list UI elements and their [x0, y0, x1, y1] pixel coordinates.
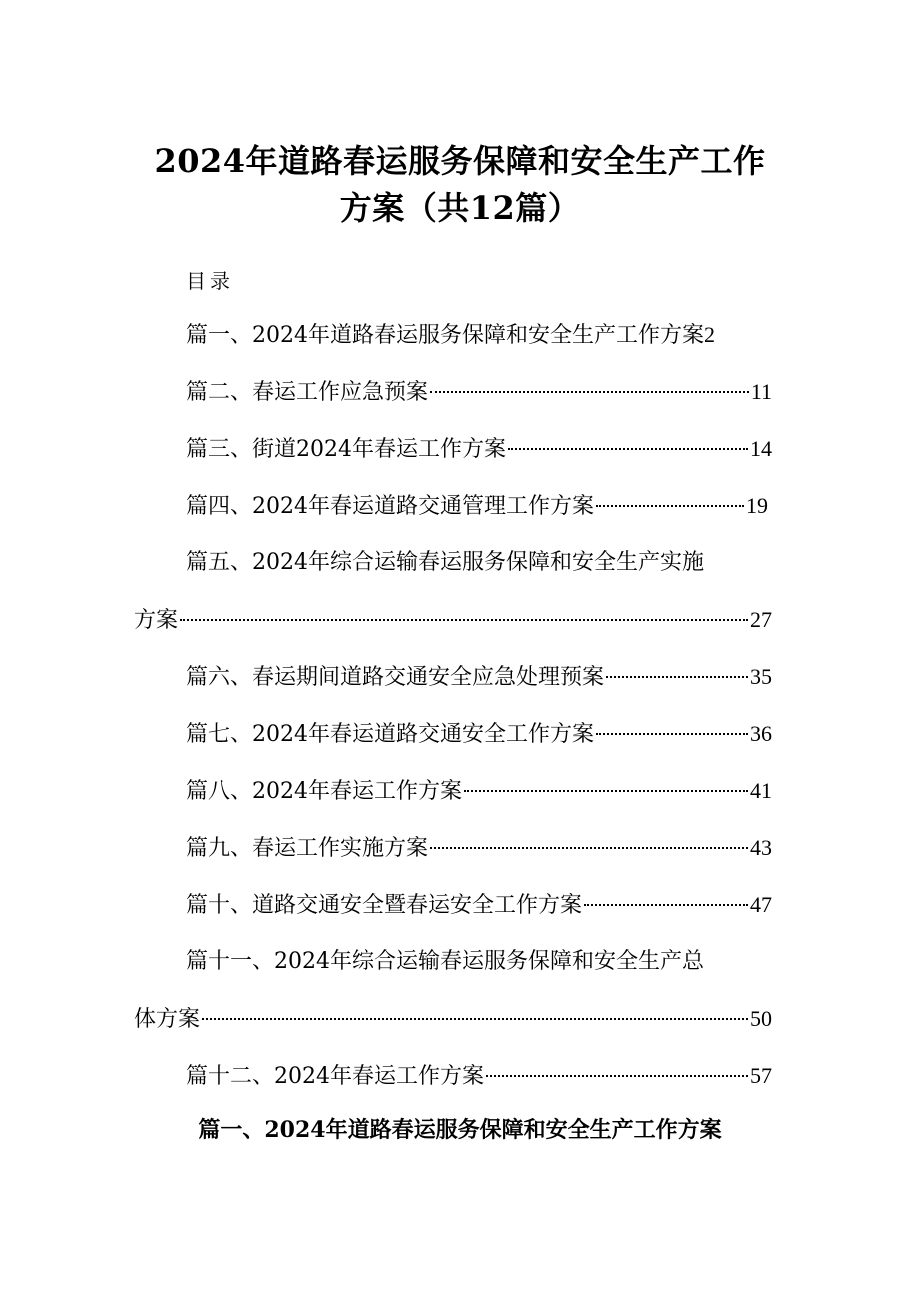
toc-leader-dots: [606, 676, 748, 678]
toc-entry-page: 43: [750, 835, 772, 860]
toc-leader-dots: [584, 904, 748, 906]
toc-entry-title: 篇十一、2024年综合运输春运服务保障和安全生产总: [186, 949, 704, 974]
toc-entry[interactable]: [186, 888, 772, 922]
toc-entry-page: 47: [750, 892, 772, 917]
toc-entry-continuation[interactable]: [134, 1002, 772, 1036]
toc-leader-dots: [430, 391, 749, 393]
toc-entry-title: 篇八、2024年春运工作方案: [186, 779, 462, 804]
toc-entry-page: 57: [750, 1063, 772, 1088]
toc-heading: 目录: [186, 269, 234, 293]
toc-entry-page: 41: [750, 778, 772, 803]
toc-entry[interactable]: [186, 945, 746, 979]
toc-entry-title: 篇十、道路交通安全暨春运安全工作方案: [186, 893, 583, 918]
toc-entry[interactable]: [186, 489, 768, 523]
toc-entry[interactable]: [186, 1059, 772, 1093]
toc-entry-page: 14: [750, 436, 772, 461]
toc-entry-title: 篇六、春运期间道路交通安全应急处理预案: [186, 665, 605, 690]
toc-entry[interactable]: [186, 375, 772, 409]
toc-entry-title: 篇二、春运工作应急预案: [186, 380, 429, 405]
toc-entry-page: 19: [746, 493, 768, 518]
toc-entry-page: 50: [750, 1006, 772, 1031]
toc-entry-page: 35: [750, 664, 772, 689]
section-heading: 篇一、2024年道路春运服务保障和安全生产工作方案: [198, 1117, 722, 1143]
toc-entry-title: 篇七、2024年春运道路交通安全工作方案: [186, 722, 594, 747]
toc-entry-title: 篇一、2024年道路春运服务保障和安全生产工作方案: [186, 323, 704, 348]
toc-leader-dots: [486, 1075, 748, 1077]
document-title-line2: 方案（共12篇）: [339, 189, 581, 227]
toc-leader-dots: [430, 847, 748, 849]
toc-entry-page: 2: [704, 322, 715, 347]
document-title-line1: 2024年道路春运服务保障和安全生产工作: [154, 142, 766, 180]
toc-entry-page: 11: [750, 379, 772, 404]
toc-entry-page: 36: [750, 721, 772, 746]
toc-entry-title: 篇三、街道2024年春运工作方案: [186, 437, 506, 462]
toc-leader-dots: [180, 619, 748, 621]
toc-entry[interactable]: [186, 432, 772, 466]
toc-entry-continuation[interactable]: [134, 603, 772, 637]
toc-leader-dots: [596, 505, 744, 507]
toc-leader-dots: [596, 733, 748, 735]
toc-entry-title: 篇十二、2024年春运工作方案: [186, 1064, 484, 1089]
toc-entry-title-cont: 体方案: [134, 1007, 201, 1032]
toc-entry-title: 篇五、2024年综合运输春运服务保障和安全生产实施: [186, 550, 704, 575]
toc-entry[interactable]: [186, 546, 746, 580]
toc-leader-dots: [202, 1018, 748, 1020]
toc-entry-title-cont: 方案: [134, 608, 179, 633]
toc-entry[interactable]: [186, 660, 772, 694]
toc-entry-title: 篇四、2024年春运道路交通管理工作方案: [186, 494, 594, 519]
toc-entry[interactable]: [186, 717, 772, 751]
toc-entry-title: 篇九、春运工作实施方案: [186, 836, 429, 861]
toc-leader-dots: [508, 448, 748, 450]
toc-entry[interactable]: [186, 774, 772, 808]
toc-entry-page: 27: [750, 607, 772, 632]
toc-entry[interactable]: [186, 318, 746, 352]
toc-entry[interactable]: [186, 831, 772, 865]
toc-leader-dots: [464, 790, 748, 792]
